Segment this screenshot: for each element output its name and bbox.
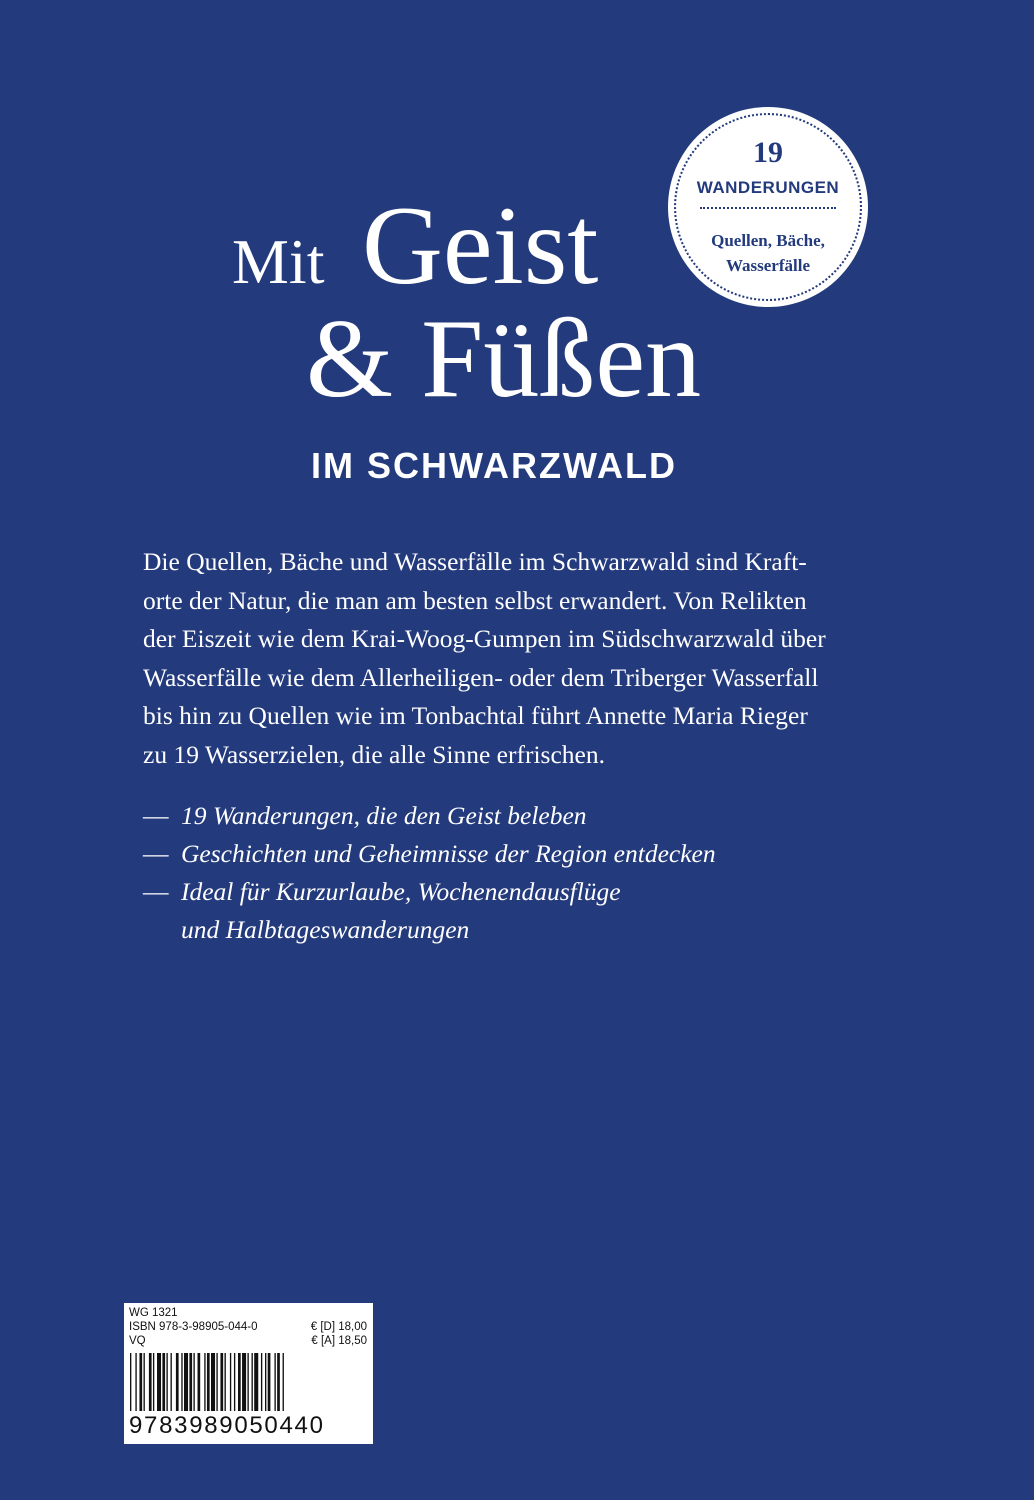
barcode-digits: 9783989050440	[129, 1412, 325, 1439]
barcode-bar	[277, 1353, 280, 1411]
barcode-bar	[207, 1353, 210, 1411]
barcode-bar	[171, 1353, 172, 1411]
blurb-line: Die Quellen, Bäche und Wasserfälle im Schwarzwald sind Kraft-	[143, 547, 807, 576]
blurb-line: bis hin zu Quellen wie im Tonbachtal führt Annette Maria Rieger	[143, 701, 808, 730]
barcode-bar	[130, 1353, 131, 1411]
barcode-bar	[184, 1353, 188, 1411]
barcode-bar	[189, 1353, 192, 1411]
feature-text: und Halbtageswanderungen	[181, 915, 470, 944]
hikes-badge	[668, 107, 868, 307]
feature-text: Geschichten und Geheimnisse der Region entdecken	[181, 839, 716, 868]
blurb-line: Wasserfälle wie dem Allerheiligen- oder dem Triberger Wasserfall	[143, 662, 819, 692]
barcode-graphic	[129, 1353, 369, 1411]
barcode-bar	[216, 1353, 217, 1411]
barcode-bar	[176, 1353, 179, 1411]
title-word-mit: Mit	[232, 226, 325, 297]
barcode-bar	[238, 1353, 241, 1411]
barcode-bar	[234, 1353, 235, 1411]
badge-subtitle-line-1: Quellen, Bäche,	[711, 231, 825, 250]
barcode-bar	[149, 1353, 152, 1411]
feature-item	[143, 797, 923, 835]
barcode-bar	[135, 1353, 136, 1411]
barcode-bar	[157, 1353, 161, 1411]
barcode-bar	[153, 1353, 154, 1411]
wg-code: WG 1321	[129, 1307, 178, 1319]
badge-divider	[700, 207, 836, 209]
barcode-bar	[166, 1353, 167, 1411]
barcode-bar	[247, 1353, 248, 1411]
barcode-bar	[220, 1353, 223, 1411]
blurb-line: zu 19 Wasserzielen, die alle Sinne erfrischen.	[143, 739, 605, 769]
dash-bullet: —	[143, 877, 169, 906]
barcode-bar	[254, 1353, 258, 1411]
barcode-row-1	[129, 1306, 367, 1320]
dash-bullet: —	[143, 801, 169, 830]
barcode-bar	[265, 1353, 266, 1411]
blurb-line: orte der Natur, die man am besten selbst erwandert. Von Relikten	[143, 585, 807, 615]
title-word-geist: Geist	[362, 184, 599, 308]
isbn-text: ISBN 978-3-98905-044-0	[129, 1321, 258, 1333]
badge-subtitle	[668, 228, 868, 278]
title-line-2: & Füßen	[306, 297, 702, 421]
badge-title: WANDERUNGEN	[696, 178, 840, 197]
barcode-bar	[144, 1353, 145, 1411]
barcode-row-3	[129, 1334, 367, 1348]
barcode-bar	[139, 1353, 142, 1411]
feature-item	[143, 835, 923, 873]
barcode-row-2	[129, 1320, 367, 1334]
barcode-bar	[230, 1353, 231, 1411]
barcode-bar	[211, 1353, 215, 1411]
barcode-bar	[242, 1353, 246, 1411]
barcode-bar	[268, 1353, 271, 1411]
barcode-label	[124, 1303, 373, 1444]
barcode-bar	[204, 1353, 205, 1411]
price-germany: € [D] 18,00	[310, 1321, 367, 1333]
feature-continuation	[143, 911, 923, 949]
barcode-bar	[283, 1353, 284, 1411]
barcode-bar	[261, 1353, 262, 1411]
barcode-bar	[252, 1353, 253, 1411]
badge-subtitle-line-2: Wasserfälle	[725, 256, 811, 275]
blurb-line: der Eiszeit wie dem Krai-Woog-Gumpen im Südschwarzwald über	[143, 624, 826, 653]
barcode-bar	[193, 1353, 194, 1411]
feature-text: Ideal für Kurzurlaube, Wochenendausflüge	[181, 877, 621, 906]
barcode-bar	[181, 1353, 182, 1411]
dash-bullet: —	[143, 839, 169, 868]
feature-item	[143, 873, 923, 911]
blurb-text	[143, 543, 923, 774]
badge-number: 19	[753, 136, 783, 169]
barcode-bar	[225, 1353, 226, 1411]
book-subtitle: IM SCHWARZWALD	[311, 445, 677, 486]
feature-list	[143, 797, 923, 949]
barcode-bar	[274, 1353, 275, 1411]
barcode-bar	[162, 1353, 165, 1411]
feature-text: 19 Wanderungen, die den Geist beleben	[181, 801, 587, 830]
vq-code: VQ	[129, 1335, 146, 1347]
barcode-bar	[198, 1353, 201, 1411]
price-austria: € [A] 18,50	[311, 1335, 367, 1347]
